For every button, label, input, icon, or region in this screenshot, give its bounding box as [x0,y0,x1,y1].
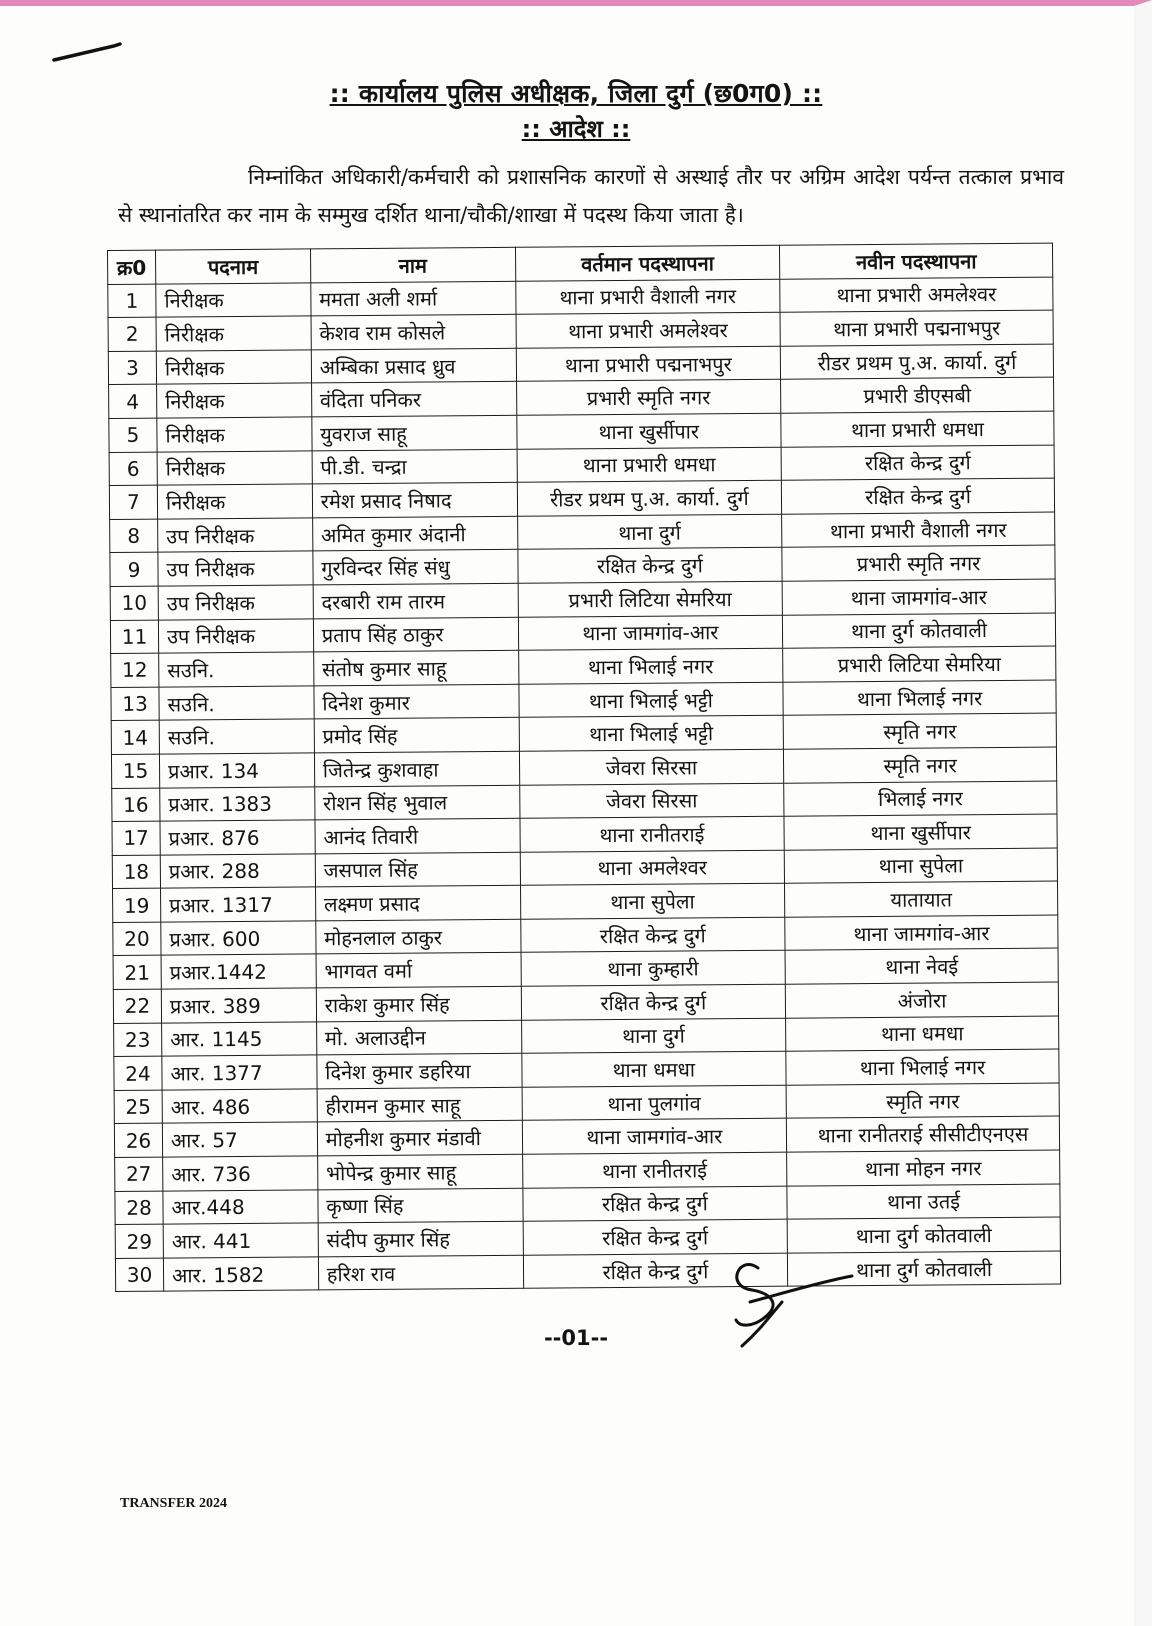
cell-serial: 20 [113,922,161,956]
cell-post: निरीक्षक [157,484,312,519]
cell-new-posting: रीडर प्रथम पु.अ. कार्या. दुर्ग [781,344,1054,380]
cell-current-posting: थाना कुम्हारी [521,951,786,987]
cell-post: सउनि. [159,652,314,687]
cell-name: ममता अली शर्मा [311,281,516,316]
header-serial: क्र0 [108,250,156,284]
cell-name: केशव राम कोसले [311,314,516,349]
cell-serial: 12 [111,653,159,687]
cell-post: आर. 486 [162,1089,317,1124]
cell-new-posting: थाना प्रभारी धमधा [781,411,1054,447]
cell-new-posting: थाना प्रभारी पद्मनाभपुर [780,310,1053,346]
cell-current-posting: थाना प्रभारी अमलेश्वर [516,312,781,348]
cell-serial: 18 [112,855,160,889]
cell-serial: 4 [109,384,157,418]
cell-current-posting: रक्षित केन्द्र दुर्ग [523,1219,788,1255]
transfer-table [107,243,1061,1293]
cell-new-posting: थाना दुर्ग कोतवाली [787,1217,1060,1253]
cell-name: रमेश प्रसाद निषाद [312,482,517,517]
cell-post: निरीक्षक [156,350,311,385]
cell-current-posting: थाना अमलेश्वर [520,850,785,886]
cell-serial: 3 [108,351,156,385]
cell-name: मो. अलाउद्दीन [316,1020,521,1055]
cell-name: कृष्णा सिंह [318,1188,523,1223]
cell-current-posting: थाना भिलाई भट्टी [519,716,784,752]
cell-post: उप निरीक्षक [158,585,313,620]
cell-current-posting: प्रभारी लिटिया सेमरिया [518,581,783,617]
cell-post: आर. 441 [163,1223,318,1258]
cell-current-posting: थाना रानीतराई [522,1152,787,1188]
cell-serial: 7 [109,485,157,519]
cell-post: निरीक्षक [157,450,312,485]
footer-note: TRANSFER 2024 [120,1496,227,1511]
cell-post: प्रआर. 1317 [160,887,315,922]
cell-new-posting: यातायात [785,881,1058,917]
cell-current-posting: थाना जामगांव-आर [518,615,783,651]
cell-post: प्रआर. 1383 [160,786,315,821]
cell-post: सउनि. [159,686,314,721]
cell-name: प्रमोद सिंह [314,718,519,753]
cell-current-posting: जेवरा सिरसा [519,783,784,819]
cell-new-posting: थाना धमधा [786,1016,1059,1052]
cell-post: निरीक्षक [157,417,312,452]
cell-name: युवराज साहू [312,415,517,450]
cell-new-posting: भिलाई नगर [784,781,1057,817]
cell-current-posting: थाना धमधा [521,1051,786,1087]
cell-serial: 10 [110,586,158,620]
cell-serial: 16 [112,788,160,822]
cell-current-posting: थाना पुलगांव [522,1085,787,1121]
cell-serial: 11 [110,620,158,654]
cell-current-posting: रक्षित केन्द्र दुर्ग [522,1186,787,1222]
cell-serial: 26 [114,1124,162,1158]
cell-current-posting: थाना प्रभारी पद्मनाभपुर [516,346,781,382]
cell-current-posting: थाना रानीतराई [520,816,785,852]
cell-new-posting: थाना जामगांव-आर [785,915,1058,951]
table-row [115,1251,1060,1292]
cell-new-posting: प्रभारी स्मृति नगर [782,545,1055,581]
cell-new-posting: थाना जामगांव-आर [782,579,1055,615]
cell-serial: 13 [111,687,159,721]
cell-serial: 6 [109,452,157,486]
cell-new-posting: प्रभारी लिटिया सेमरिया [783,646,1056,682]
cell-serial: 8 [110,519,158,553]
cell-new-posting: स्मृति नगर [786,1083,1059,1119]
cell-current-posting: थाना जामगांव-आर [522,1119,787,1155]
cell-name: हरिश राव [318,1255,523,1290]
cell-current-posting: प्रभारी स्मृति नगर [516,380,781,416]
cell-serial: 5 [109,418,157,452]
cell-new-posting: थाना दुर्ग कोतवाली [783,613,1056,649]
pen-stroke-mark [50,36,130,66]
cell-current-posting: थाना दुर्ग [521,1018,786,1054]
cell-serial: 2 [108,317,156,351]
cell-new-posting: रक्षित केन्द्र दुर्ग [782,478,1055,514]
cell-serial: 25 [114,1090,162,1124]
cell-new-posting: स्मृति नगर [784,747,1057,783]
cell-name: आनंद तिवारी [315,818,520,853]
cell-name: राकेश कुमार सिंह [316,986,521,1021]
office-title: :: कार्यालय पुलिस अधीक्षक, जिला दुर्ग (छ0ग0) :: [329,79,823,108]
cell-new-posting: थाना मोहन नगर [787,1150,1060,1186]
cell-new-posting: थाना प्रभारी अमलेश्वर [780,277,1053,313]
cell-current-posting: जेवरा सिरसा [519,749,784,785]
cell-serial: 9 [110,552,158,586]
cell-serial: 1 [108,284,156,318]
cell-name: दरबारी राम तारम [313,583,518,618]
cell-new-posting: थाना नेवई [785,949,1058,985]
cell-current-posting: थाना खुर्सीपार [516,413,781,449]
cell-new-posting: अंजोरा [786,982,1059,1018]
cell-current-posting: रीडर प्रथम पु.अ. कार्या. दुर्ग [517,480,782,516]
cell-post: सउनि. [159,719,314,754]
cell-new-posting: थाना प्रभारी वैशाली नगर [782,512,1055,548]
cell-post: उप निरीक्षक [158,518,313,553]
header-current-posting: वर्तमान पदस्थापना [515,245,780,281]
cell-current-posting: थाना दुर्ग [517,514,782,550]
cell-name: गुरविन्दर सिंह संधु [313,550,518,585]
cell-post: प्रआर.1442 [161,954,316,989]
cell-new-posting: थाना सुपेला [784,848,1057,884]
table-body [108,277,1061,1292]
cell-current-posting: रक्षित केन्द्र दुर्ग [523,1253,788,1289]
header-name: नाम [310,247,515,282]
header-post: पदनाम [155,249,310,284]
cell-serial: 15 [111,754,159,788]
cell-new-posting: प्रभारी डीएसबी [781,377,1054,413]
cell-post: आर. 1377 [162,1055,317,1090]
cell-name: संदीप कुमार सिंह [318,1221,523,1256]
cell-new-posting: थाना भिलाई नगर [783,680,1056,716]
cell-name: दिनेश कुमार [314,684,519,719]
cell-name: संतोष कुमार साहू [313,650,518,685]
cell-current-posting: थाना भिलाई भट्टी [518,682,783,718]
cell-post: निरीक्षक [156,282,311,317]
cell-post: उप निरीक्षक [158,551,313,586]
cell-serial: 22 [113,989,161,1023]
cell-serial: 21 [113,956,161,990]
cell-name: दिनेश कुमार डहरिया [317,1054,522,1089]
cell-serial: 14 [111,720,159,754]
cell-name: पी.डी. चन्द्रा [312,449,517,484]
header-new-posting: नवीन पदस्थापना [780,243,1053,279]
cell-new-posting: थाना खुर्सीपार [784,814,1057,850]
order-title: :: आदेश :: [521,115,631,143]
cell-name: भोपेन्द्र कुमार साहू [317,1154,522,1189]
cell-new-posting: थाना दुर्ग कोतवाली [788,1251,1061,1287]
cell-name: वंदिता पनिकर [311,382,516,417]
cell-name: अमित कुमार अंदानी [312,516,517,551]
cell-name: हीरामन कुमार साहू [317,1087,522,1122]
cell-serial: 28 [115,1191,163,1225]
cell-current-posting: रक्षित केन्द्र दुर्ग [521,984,786,1020]
cell-new-posting: रक्षित केन्द्र दुर्ग [781,445,1054,481]
cell-current-posting: थाना प्रभारी वैशाली नगर [515,279,780,315]
cell-current-posting: थाना भिलाई नगर [518,648,783,684]
cell-new-posting: थाना भिलाई नगर [786,1049,1059,1085]
cell-serial: 30 [115,1258,163,1292]
cell-serial: 24 [114,1056,162,1090]
cell-current-posting: रक्षित केन्द्र दुर्ग [520,917,785,953]
cell-post: प्रआर. 876 [160,820,315,855]
cell-serial: 19 [113,888,161,922]
intro-paragraph: निम्नांकित अधिकारी/कर्मचारी को प्रशासनिक कारणों से अस्थाई तौर पर अग्रिम आदेश पर्यन्त तत्काल प्रभाव से स्थानांतरित कर नाम के सम्मुख दर्शित थाना/चौकी/शाखा में पदस्थ किया जाता है। [118,165,1064,227]
cell-serial: 17 [112,821,160,855]
signature [720,1246,860,1356]
cell-serial: 29 [115,1224,163,1258]
cell-name: जसपाल सिंह [315,852,520,887]
cell-post: आर. 1145 [162,1022,317,1057]
cell-current-posting: थाना सुपेला [520,883,785,919]
cell-name: भागवत वर्मा [316,953,521,988]
cell-name: जितेन्द्र कुशवाहा [314,751,519,786]
cell-post: प्रआर. 389 [161,988,316,1023]
cell-post: प्रआर. 600 [161,921,316,956]
cell-name: रोशन सिंह भुवाल [314,785,519,820]
cell-name: प्रताप सिंह ठाकुर [313,617,518,652]
cell-post: आर. 1582 [163,1257,318,1292]
cell-serial: 23 [114,1023,162,1057]
cell-post: निरीक्षक [157,383,312,418]
cell-post: निरीक्षक [156,316,311,351]
cell-post: प्रआर. 288 [160,854,315,889]
cell-name: मोहनीश कुमार मंडावी [317,1121,522,1156]
page-number: --01-- [543,1326,609,1350]
cell-post: आर.448 [163,1189,318,1224]
cell-post: आर. 57 [162,1122,317,1157]
cell-new-posting: थाना रानीतराई सीसीटीएनएस [787,1116,1060,1152]
cell-name: अम्बिका प्रसाद ध्रुव [311,348,516,383]
cell-post: उप निरीक्षक [158,618,313,653]
cell-name: लक्ष्मण प्रसाद [315,886,520,921]
cell-post: आर. 736 [163,1156,318,1191]
cell-new-posting: स्मृति नगर [783,713,1056,749]
cell-serial: 27 [115,1157,163,1191]
cell-current-posting: रक्षित केन्द्र दुर्ग [517,548,782,584]
cell-current-posting: थाना प्रभारी धमधा [517,447,782,483]
cell-name: मोहनलाल ठाकुर [316,919,521,954]
cell-post: प्रआर. 134 [159,753,314,788]
cell-new-posting: थाना उतई [787,1184,1060,1220]
